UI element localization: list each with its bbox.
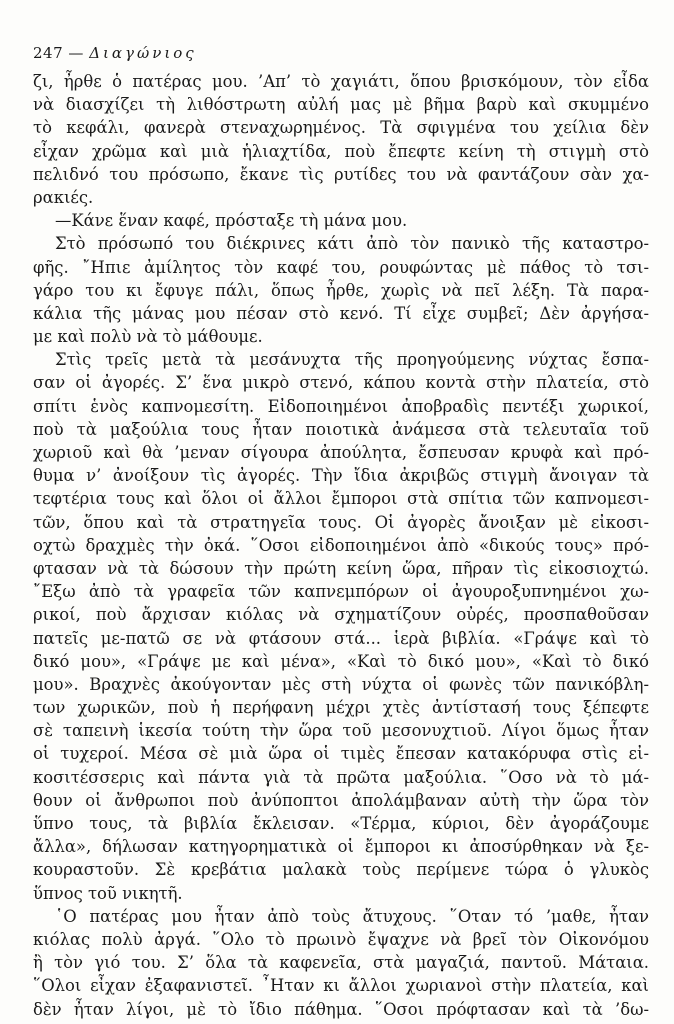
text-line: ῞Ολοι εἶχαν ἐξαφανιστεῖ. ῏Ηταν κι ἄλλοι χωριανοὶ στὴν πλατεία, καὶ xyxy=(33,976,649,996)
text-line: ρακιές. xyxy=(33,187,94,207)
running-header xyxy=(33,44,197,62)
text-line: τεφτέρια τους καὶ ὅλοι οἱ ἄλλοι ἔμποροι στὰ σπίτια τῶν καπνομεσι- xyxy=(33,489,649,509)
text-line: κουραστοῦν. Σὲ κρεβάτια μαλακὰ τοὺς περίμενε τώρα ὁ γλυκὸς xyxy=(33,860,649,880)
page-number: 247 xyxy=(33,44,64,62)
text-line: πελιδνό του πρόσωπο, ἔκανε τὶς ρυτίδες του νὰ φαντάζουν σὰν χα- xyxy=(33,164,649,184)
text-line: ρικοί, ποὺ ἄρχισαν κιόλας νὰ σχηματίζουν οὐρές, προσπαθοῦσαν xyxy=(33,605,649,625)
text-line: ῾Ο πατέρας μου ἦταν ἀπὸ τοὺς ἄτυχους. ῞Οταν τό ’μαθε, ἦταν xyxy=(55,906,649,926)
text-line: με καὶ πολὺ νὰ τὸ μάθουμε. xyxy=(33,327,263,347)
text-line: ζι, ἦρθε ὁ πατέρας μου. ’Απ’ τὸ χαγιάτι, ὅπου βρισκόμουν, τὸν εἶδα xyxy=(33,72,649,91)
text-line: ποὺ τὰ μαξούλια τους ἦταν ποιοτικὰ ἀνάμεσα στὰ τελευταῖα τοῦ xyxy=(33,419,649,439)
book-title: Διαγώνιος xyxy=(89,44,197,62)
text-line: φτασαν νὰ τὰ δώσουν τὴν πρώτη κείνη ὥρα, πῆραν τὶς εἰκοσιοχτώ. xyxy=(33,558,649,578)
text-line: κοσιτέσσερις καὶ πάντα γιὰ τὰ πρῶτα μαξούλια. ῞Οσο νὰ τὸ μά- xyxy=(33,767,649,787)
text-line: Στὸ πρόσωπό του διέκρινες κάτι ἀπὸ τὸν πανικὸ τῆς καταστρο- xyxy=(55,234,649,254)
text-line: οἱ τυχεροί. Μέσα σὲ μιὰ ὥρα οἱ τιμὲς ἔπεσαν κατακόρυφα στὶς εἰ- xyxy=(33,744,649,764)
text-line: πατεῖς με-πατῶ σε νὰ φτάσουν στά... ἱερὰ βιβλία. «Γράψε καὶ τὸ xyxy=(33,628,649,648)
text-line: θουν οἱ ἄνθρωποι ποὺ ἀνύποπτοι ἀπολάμβαναν αὐτὴ τὴν ὥρα τὸν xyxy=(33,790,649,810)
text-line: δὲν ἦταν λίγοι, μὲ τὸ ἴδιο πάθημα. ῞Οσοι πρόφτασαν καὶ τὰ ’δω- xyxy=(33,999,649,1019)
body-text xyxy=(33,70,649,1021)
text-line: χωριοῦ καὶ θὰ ’μεναν σίγουρα ἀπούλητα, ἔσπευσαν κρυφὰ καὶ πρό- xyxy=(33,443,649,462)
text-line: κιόλας πολὺ ἀργά. ῞Ολο τὸ πρωινὸ ἔψαχνε νὰ βρεῖ τὸν Οἰκονόμου xyxy=(33,929,649,949)
text-line: ἢ τὸν γιό του. Σ’ ὅλα τὰ καφενεῖα, στὰ μαγαζιά, παντοῦ. Μάταια. xyxy=(33,953,649,973)
text-line: σπίτι ἑνὸς καπνομεσίτη. Εἰδοποιημένοι ἀποβραδὶς πεντέξι χωρικοί, xyxy=(33,396,649,416)
text-line: σαν οἱ ἀγορές. Σ’ ἕνα μικρὸ στενό, κάπου κοντὰ στὴν πλατεία, στὸ xyxy=(33,373,649,393)
text-line: τῶν, ὅπου καὶ τὰ στρατηγεῖα τους. Οἱ ἀγορὲς ἄνοιξαν μὲ εἰκοσι- xyxy=(33,512,649,532)
text-line: τὸ κεφάλι, φανερὰ στεναχωρημένος. Τὰ σφιγμένα του χείλια δὲν xyxy=(33,118,649,138)
text-line: ὕπνος τοῦ νικητῆ. xyxy=(33,883,183,903)
text-line: ῎Εξω ἀπὸ τὰ γραφεῖα τῶν καπνεμπόρων οἱ ἀγουροξυπνημένοι χω- xyxy=(33,582,649,602)
text-line: νὰ διασχίζει τὴ λιθόστρωτη αὐλή μας μὲ βῆμα βαρὺ καὶ σκυμμένο xyxy=(33,95,649,115)
text-line: γάρο του κι ἔφυγε πάλι, ὅπως ἦρθε, χωρὶς νὰ πεῖ λέξη. Τὰ παρα- xyxy=(33,280,649,300)
text-line: σὲ ταπεινὴ ἱκεσία τούτη τὴν ὥρα τοῦ μεσονυχτιοῦ. Λίγοι ὅμως ἦταν xyxy=(33,721,649,741)
text-line: εἶχαν χρῶμα καὶ μιὰ ἡλιαχτίδα, ποὺ ἔπεφτε κείνη τὴ στιγμὴ στὸ xyxy=(33,141,649,161)
text-line: οχτὼ δραχμὲς τὴν ὀκά. ῞Οσοι εἰδοποιημένοι ἀπὸ «δικούς τους» πρό- xyxy=(33,535,649,555)
text-line: θυμα ν’ ἀνοίξουν τὶς ἀγορές. Τὴν ἴδια ἀκριβῶς στιγμὴ ἄνοιγαν τὰ xyxy=(33,466,649,486)
text-line: —Κάνε ἕναν καφέ, πρόσταξε τὴ μάνα μου. xyxy=(55,211,408,231)
text-line: ὕπνο τους, τὰ βιβλία ἔκλεισαν. «Τέρμα, κύριοι, δὲν ἀγοράζουμε xyxy=(33,814,649,833)
text-line: φῆς. ῎Ηπιε ἀμίλητος τὸν καφέ του, ρουφώντας μὲ πάθος τὸ τσι- xyxy=(33,257,649,277)
header-dash: — xyxy=(68,44,84,62)
text-line: Στὶς τρεῖς μετὰ τὰ μεσάνυχτα τῆς προηγούμενης νύχτας ἔσπα- xyxy=(55,350,649,370)
text-line: των χωρικῶν, ποὺ ἡ περήφανη μέχρι χτὲς ἀντίστασή τους ξέπεφτε xyxy=(33,698,649,718)
text-line: μου». Βραχνὲς ἀκούγονταν μὲς στὴ νύχτα οἱ φωνὲς τῶν πανικόβλη- xyxy=(33,674,649,694)
text-line: δικό μου», «Γράψε με καὶ μένα», «Καὶ τὸ δικό μου», «Καὶ τὸ δικό xyxy=(33,651,649,671)
text-line: ἄλλα», δήλωσαν κατηγορηματικὰ οἱ ἔμποροι κι ἀποσύρθηκαν νὰ ξε- xyxy=(33,837,649,857)
text-line: κάλια τῆς μάνας μου πέσαν στὸ κενό. Τί εἶχε συμβεῖ; Δὲν ἀργήσα- xyxy=(33,303,649,323)
